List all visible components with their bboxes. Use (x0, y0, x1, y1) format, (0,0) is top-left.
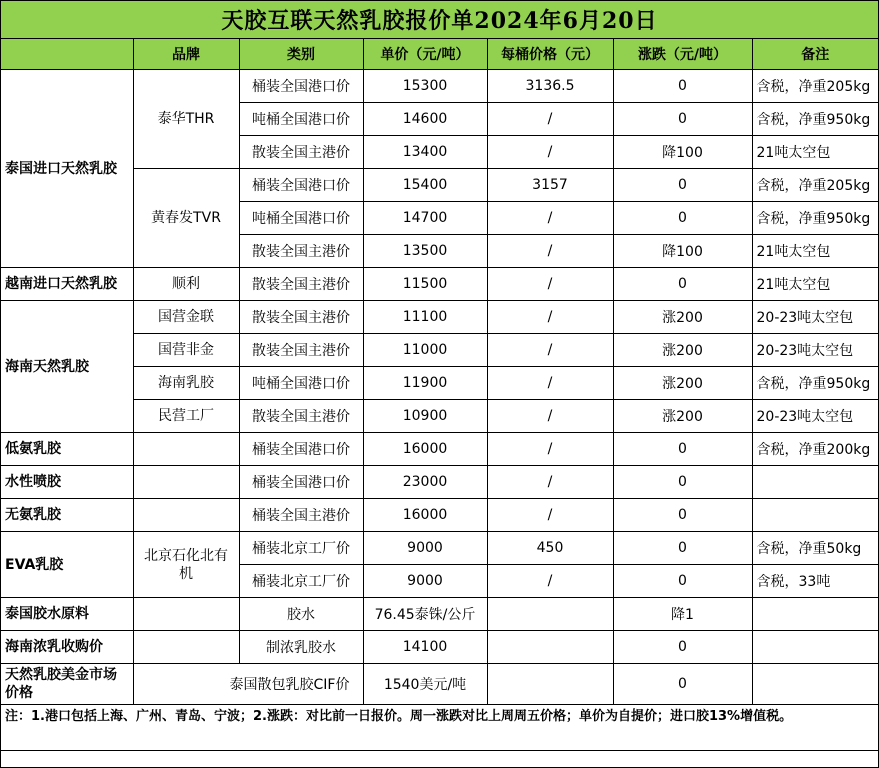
cell-price: 76.45泰铢/公斤 (363, 598, 487, 631)
cell-note: 20-23吨太空包 (752, 301, 878, 334)
table-row (1, 70, 878, 103)
cell-price: 10900 (363, 400, 487, 433)
cell-change: 降1 (613, 598, 752, 631)
cell-type: 泰国散包乳胶CIF价 (133, 664, 363, 705)
cell-change: 0 (613, 70, 752, 103)
cell-change: 降100 (613, 235, 752, 268)
cell-barrel: / (487, 235, 613, 268)
table-row (1, 466, 878, 499)
cell-change: 0 (613, 565, 752, 598)
cell-type: 桶装全国港口价 (239, 70, 363, 103)
cell-note: 含税，净重950kg (752, 367, 878, 400)
brand-beijing: 北京石化北有机 (133, 532, 239, 598)
cell-type: 桶装全国港口价 (239, 433, 363, 466)
cell-barrel: / (487, 202, 613, 235)
brand-hainanrujiao: 海南乳胶 (133, 367, 239, 400)
table-row (1, 367, 878, 400)
cell-barrel (487, 664, 613, 705)
cell-note: 21吨太空包 (752, 136, 878, 169)
cell-price: 14100 (363, 631, 487, 664)
category-water-spray: 水性喷胶 (1, 466, 133, 499)
table-row (1, 334, 878, 367)
cell-brand-empty (133, 499, 239, 532)
cell-barrel: / (487, 433, 613, 466)
cell-note (752, 664, 878, 705)
cell-change: 降100 (613, 136, 752, 169)
cell-barrel: / (487, 466, 613, 499)
category-eva: EVA乳胶 (1, 532, 133, 598)
header-brand: 品牌 (133, 39, 239, 70)
table-row (1, 433, 878, 466)
category-low-ammonia: 低氨乳胶 (1, 433, 133, 466)
table-row (1, 631, 878, 664)
cell-note: 含税，净重200kg (752, 433, 878, 466)
cell-change: 0 (613, 169, 752, 202)
cell-barrel: 3157 (487, 169, 613, 202)
cell-price: 23000 (363, 466, 487, 499)
cell-note (752, 631, 878, 664)
category-adhesive-raw: 泰国胶水原料 (1, 598, 133, 631)
cell-type: 桶装全国主港价 (239, 499, 363, 532)
price-table (1, 39, 878, 751)
footer-row (1, 705, 878, 751)
cell-change: 0 (613, 532, 752, 565)
cell-type: 制浓乳胶水 (239, 631, 363, 664)
cell-change: 0 (613, 664, 752, 705)
cell-barrel: / (487, 334, 613, 367)
cell-type: 散装全国主港价 (239, 400, 363, 433)
cell-price: 13400 (363, 136, 487, 169)
cell-barrel: / (487, 499, 613, 532)
cell-price: 9000 (363, 532, 487, 565)
header-barrel-price: 每桶价格（元） (487, 39, 613, 70)
cell-price: 9000 (363, 565, 487, 598)
cell-note: 含税，净重950kg (752, 103, 878, 136)
brand-taihua: 泰华THR (133, 70, 239, 169)
cell-barrel: / (487, 400, 613, 433)
cell-price: 15400 (363, 169, 487, 202)
cell-type: 散装全国主港价 (239, 235, 363, 268)
cell-change: 涨200 (613, 400, 752, 433)
cell-change: 0 (613, 268, 752, 301)
cell-brand-empty (133, 466, 239, 499)
cell-price: 13500 (363, 235, 487, 268)
cell-type: 桶装全国港口价 (239, 466, 363, 499)
cell-barrel: 3136.5 (487, 70, 613, 103)
cell-price: 11500 (363, 268, 487, 301)
cell-barrel: / (487, 367, 613, 400)
cell-change: 0 (613, 466, 752, 499)
cell-note: 21吨太空包 (752, 235, 878, 268)
category-vietnam: 越南进口天然乳胶 (1, 268, 133, 301)
cell-type: 桶装北京工厂价 (239, 532, 363, 565)
cell-change: 0 (613, 103, 752, 136)
header-price: 单价（元/吨） (363, 39, 487, 70)
cell-note: 含税，净重950kg (752, 202, 878, 235)
cell-note: 含税，33吨 (752, 565, 878, 598)
cell-change: 涨200 (613, 301, 752, 334)
cell-barrel (487, 631, 613, 664)
header-row (1, 39, 878, 70)
cell-price: 16000 (363, 433, 487, 466)
cell-brand-empty (133, 433, 239, 466)
table-row (1, 532, 878, 565)
cell-price: 11900 (363, 367, 487, 400)
category-thai: 泰国进口天然乳胶 (1, 70, 133, 268)
category-no-ammonia: 无氨乳胶 (1, 499, 133, 532)
cell-price: 11100 (363, 301, 487, 334)
cell-barrel: / (487, 136, 613, 169)
brand-jinlian: 国营金联 (133, 301, 239, 334)
cell-type: 桶装北京工厂价 (239, 565, 363, 598)
cell-barrel (487, 598, 613, 631)
cell-type: 桶装全国港口价 (239, 169, 363, 202)
cell-price: 1540美元/吨 (363, 664, 487, 705)
cell-brand-empty (133, 631, 239, 664)
cell-price: 11000 (363, 334, 487, 367)
cell-price: 16000 (363, 499, 487, 532)
cell-note: 21吨太空包 (752, 268, 878, 301)
cell-brand-empty (133, 598, 239, 631)
table-row (1, 169, 878, 202)
cell-barrel: / (487, 268, 613, 301)
cell-type: 散装全国主港价 (239, 268, 363, 301)
table-row (1, 268, 878, 301)
cell-price: 14600 (363, 103, 487, 136)
cell-change: 0 (613, 499, 752, 532)
header-category-blank (1, 39, 133, 70)
cell-barrel: 450 (487, 532, 613, 565)
brand-shunli: 顺利 (133, 268, 239, 301)
cell-type: 吨桶全国港口价 (239, 103, 363, 136)
cell-note: 20-23吨太空包 (752, 334, 878, 367)
header-type: 类别 (239, 39, 363, 70)
cell-change: 涨200 (613, 367, 752, 400)
cell-note (752, 598, 878, 631)
cell-barrel: / (487, 565, 613, 598)
cell-type: 散装全国主港价 (239, 334, 363, 367)
category-hainan-conc: 海南浓乳收购价 (1, 631, 133, 664)
cell-type: 吨桶全国港口价 (239, 202, 363, 235)
cell-type: 胶水 (239, 598, 363, 631)
cell-change: 0 (613, 433, 752, 466)
cell-type: 散装全国主港价 (239, 301, 363, 334)
table-row (1, 301, 878, 334)
brand-huangchunfa: 黄春发TVR (133, 169, 239, 268)
table-row (1, 400, 878, 433)
table-row (1, 499, 878, 532)
cell-type: 散装全国主港价 (239, 136, 363, 169)
cell-change: 0 (613, 202, 752, 235)
cell-note (752, 466, 878, 499)
cell-barrel: / (487, 103, 613, 136)
sheet-title: 天胶互联天然乳胶报价单2024年6月20日 (1, 1, 878, 39)
cell-price: 15300 (363, 70, 487, 103)
table-row (1, 664, 878, 705)
cell-note (752, 499, 878, 532)
category-usd-market: 天然乳胶美金市场价格 (1, 664, 133, 705)
cell-barrel: / (487, 301, 613, 334)
category-hainan: 海南天然乳胶 (1, 301, 133, 433)
cell-price: 14700 (363, 202, 487, 235)
cell-note: 20-23吨太空包 (752, 400, 878, 433)
brand-minying: 民营工厂 (133, 400, 239, 433)
cell-note: 含税，净重205kg (752, 169, 878, 202)
brand-feijin: 国营非金 (133, 334, 239, 367)
cell-change: 涨200 (613, 334, 752, 367)
cell-type: 吨桶全国港口价 (239, 367, 363, 400)
table-row (1, 598, 878, 631)
cell-change: 0 (613, 631, 752, 664)
cell-note: 含税，净重50kg (752, 532, 878, 565)
cell-note: 含税，净重205kg (752, 70, 878, 103)
header-note: 备注 (752, 39, 878, 70)
footer-note: 注：1.港口包括上海、广州、青岛、宁波；2.涨跌：对比前一日报价。周一涨跌对比上周周五价格；单价为自提价；进口胶13%增值税。 (1, 705, 878, 751)
header-change: 涨跌（元/吨） (613, 39, 752, 70)
